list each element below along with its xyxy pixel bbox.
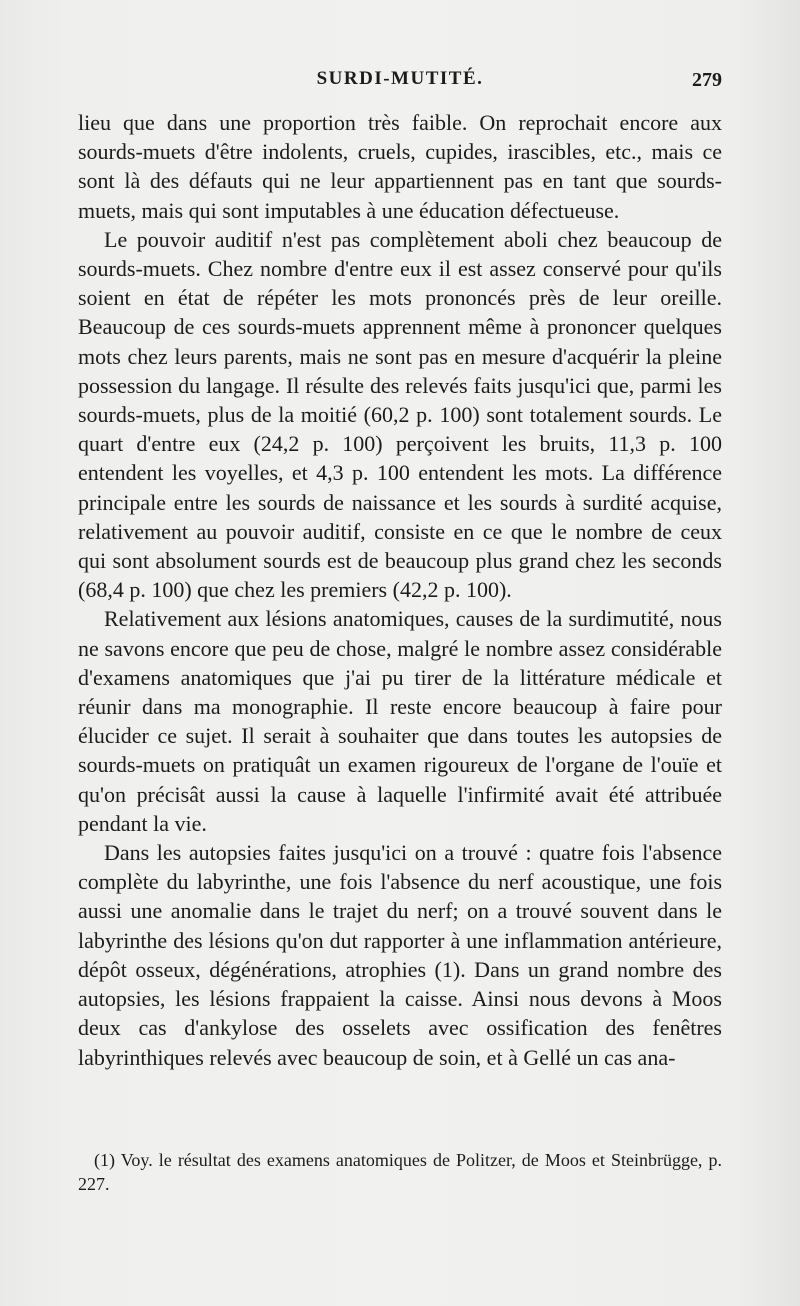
page-number: 279 bbox=[692, 69, 722, 91]
paragraph-hearing-ability: Le pouvoir auditif n'est pas complètement aboli chez beaucoup de sourds-muets. Chez nombre d'entre eux il est assez conservé pour qu'ils soient en état de répéter les mots prononcés près de leur oreille. Beaucoup de ces sourds-muets apprennent même à prononcer quelques mots chez leurs parents, mais ne sont pas en mesure d'acquérir la pleine possession du langage. Il résulte des relevés faits jusqu'ici que, parmi les sourds-muets, plus de la moitié (60,2 p. 100) sont totalement sourds. Le quart d'entre eux (24,2 p. 100) perçoivent les bruits, 11,3 p. 100 entendent les voyelles, et 4,3 p. 100 entendent les mots. La différence principale entre les sourds de naissance et les sourds à surdité acquise, relativement au pouvoir auditif, consiste en ce que le nombre de ceux qui sont absolument sourds est de beaucoup plus grand chez les seconds (68,4 p. 100) que chez les premiers (42,2 p. 100). bbox=[78, 226, 722, 603]
footnote: (1) Voy. le résultat des examens anatomiques de Politzer, de Moos et Steinbrügge, p. 227. bbox=[78, 1150, 722, 1194]
paragraph-autopsy-findings: Dans les autopsies faites jusqu'ici on a trouvé : quatre fois l'absence complète du labyrinthe, une fois l'absence du nerf acoustique, une fois aussi une anomalie dans le trajet du nerf; on a trouvé souvent dans le labyrinthe des lésions qu'on dut rapporter à une inflammation antérieure, dépôt osseux, dégénérations, atrophies (1). Dans un grand nombre des autopsies, les lésions frappaient la caisse. Ainsi nous devons à Moos deux cas d'ankylose des osselets avec ossification des fenêtres labyrinthiques relevés avec beaucoup de soin, et à Gellé un cas ana- bbox=[78, 840, 722, 1070]
running-head bbox=[78, 58, 722, 98]
paragraph-continuation: lieu que dans une proportion très faible. On reprochait encore aux sourds-muets d'être indolents, cruels, cupides, irascibles, etc., mais ce sont là des défauts qui ne leur appartiennent pas en tant que sourds-muets, mais qui sont imputables à une éducation défectueuse. bbox=[78, 110, 722, 223]
running-title: SURDI-MUTITÉ. bbox=[316, 68, 484, 89]
body-text bbox=[78, 108, 722, 1072]
paragraph-anatomical-lesions: Relativement aux lésions anatomiques, causes de la surdimutité, nous ne savons encore que peu de chose, malgré le nombre assez considérable d'examens anatomiques que j'ai pu tirer de la littérature médicale et réunir dans ma monographie. Il reste encore beaucoup à faire pour élucider ce sujet. Il serait à souhaiter que dans toutes les autopsies de sourds-muets on pratiquât un examen rigoureux de l'organe de l'ouïe et qu'on précisât aussi la cause à laquelle l'infirmité avait été attribuée pendant la vie. bbox=[78, 606, 722, 836]
